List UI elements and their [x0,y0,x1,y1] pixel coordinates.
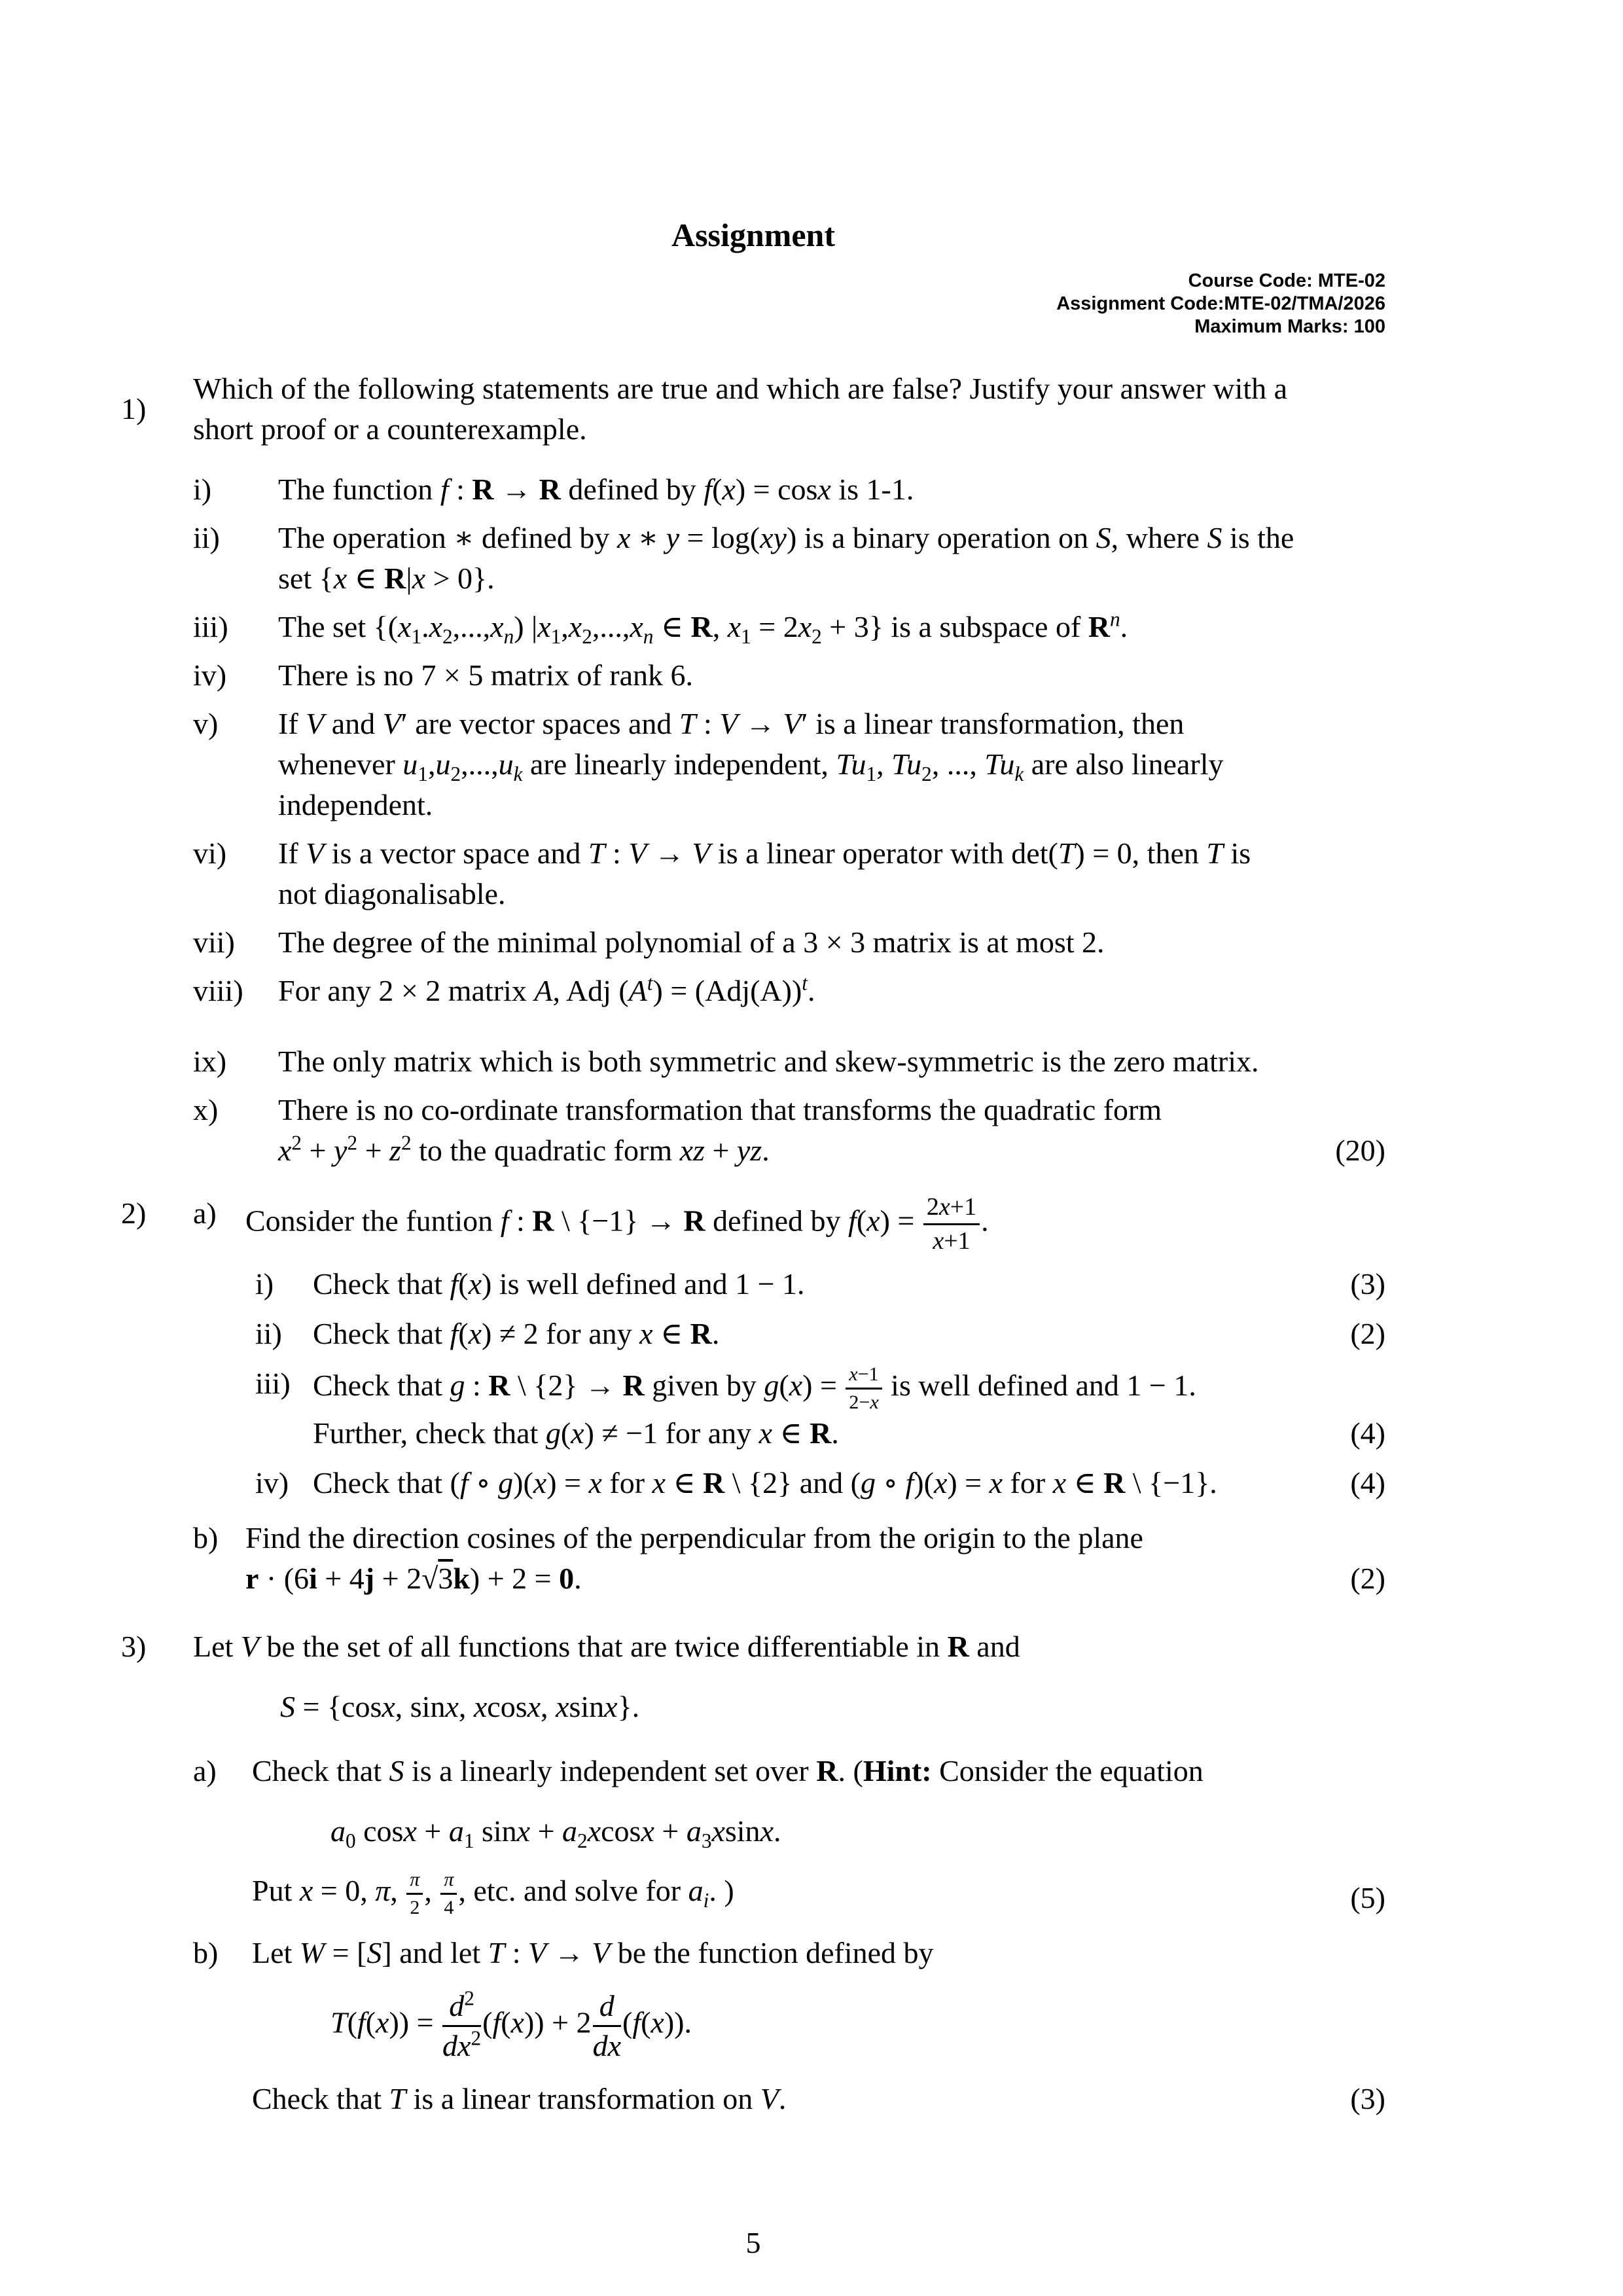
question-2 [121,1193,1385,1599]
q1-item-x-marks: (20) [1335,1134,1385,1167]
q1-item-x-text: There is no co-ordinate transformation that transforms the quadratic form $x^2 + y^2 + z^2$ to the quadratic form xz + yz. (20) [278,1090,1385,1171]
q2a-item-iii-marks: (4) [1350,1416,1385,1450]
question-2-number: 2) [121,1196,147,1230]
q1-items [193,469,1385,1171]
question-1 [121,368,1385,1171]
q1-item-iv-label: iv) [193,658,227,692]
q2a-item-iii-label: iii) [255,1367,291,1401]
q2a-item-ii [255,1314,1385,1354]
maximum-marks: Maximum Marks: 100 [1194,316,1385,337]
q1-item-vi-text: If V is a vector space and T : V → V is a linear operator with det(T) = 0, then T is not diagonalisable. [278,836,1251,910]
q3-part-b-marks: (3) [1350,2081,1385,2115]
course-code: Course Code: MTE-02 [1188,270,1385,291]
q3-part-a-equation: $a_0$ $\cos x + a_1$ $\sin x + a_2xcosx + a_3xsinx$. [330,1814,781,1853]
q1-item-x-label: x) [193,1093,219,1126]
q1-item-x [193,1090,1385,1171]
q3-part-a [193,1751,1385,1918]
q1-item-v [193,704,1385,825]
q2a-item-ii-marks: (2) [1350,1317,1385,1351]
q2-part-b [193,1518,1385,1599]
q1-item-v-label: v) [193,707,219,740]
q1-item-ix [193,1041,1385,1082]
q3-part-b-check-line: Check that T is a linear transformation on V. (3) [252,2079,1385,2119]
q1-item-ii [193,518,1385,599]
q2a-item-iii-text: Check that g : R \ {2} → R given by g(x) = $\frac{x-1}{2-x}$ is well defined and 1 − 1. Further, check that g(x) ≠ −1 for any x ∈ R. (4) [313,1363,1385,1454]
q1-item-v-text: If V and V′ are vector spaces and T : V → V′ is a linear transformation, then whenever $u_1,u_2,...,u_k$ are linearly independent, $Tu_1$, $Tu_2$, ..., $Tu_k$ are also linearly independent. [278,707,1224,821]
q2a-item-i-marks: (3) [1350,1267,1385,1301]
q1-item-i-label: i) [193,473,212,506]
q1-item-iii-label: iii) [193,610,228,643]
q1-item-ix-text: The only matrix which is both symmetric and skew-symmetric is the zero matrix. [278,1045,1259,1078]
q2-part-a-text: Consider the funtion f : R \ {−1} → R defined by f(x) = $\frac{2x+1}{x+1}$ . [245,1193,989,1255]
q2a-item-i-label: i) [255,1267,274,1301]
q2-part-b-marks: (2) [1350,1562,1385,1596]
q1-item-ii-label: ii) [193,521,220,554]
question-3 [121,1626,1385,2119]
q2a-item-iv [255,1463,1385,1503]
q3-part-a-put-line: Put x = 0, π, $\frac{\pi}{2}$ , $\frac{\pi}{4}$ , etc. and solve for $a_i$. ) (5) [252,1869,1385,1918]
q3-intro: Let V be the set of all functions that are twice differentiable in R and [193,1630,1020,1664]
q2a-item-iii [255,1363,1385,1454]
q1-item-iv-text: There is no 7 × 5 matrix of rank 6. [278,658,694,692]
q2-part-b-text: Find the direction cosines of the perpendicular from the origin to the plane r · (6i + 4j + 2√3k) + 2 = 0. (2) [245,1518,1385,1599]
q1-item-ii-text: The operation ∗ defined by x ∗ y = log(xy) is a binary operation on S, where S is the set {x ∈ R|x > 0}. [278,521,1294,595]
q2-part-a [193,1193,1385,1503]
q2a-item-ii-text: Check that f(x) ≠ 2 for any x ∈ R. (2) [313,1314,1385,1354]
q1-item-vii-text: The degree of the minimal polynomial of a 3 × 3 matrix is at most 2. [278,925,1105,959]
q2a-item-i-text: Check that f(x) is well defined and 1 − 1. (3) [313,1264,1385,1304]
q1-item-viii-text: For any 2 × 2 matrix A, Adj $(A^t) = (Adj(A))^t$. [278,971,815,1007]
q1-item-vi-label: vi) [193,836,227,870]
page-number: 5 [745,2226,761,2259]
q2a-item-iv-text: Check that (f ∘ g)(x) = x for x ∈ R \ {2} and (g ∘ f)(x) = x for x ∈ R \ {−1}. (4) [313,1463,1385,1503]
q2-part-b-label: b) [193,1521,219,1555]
assignment-title: Assignment [671,217,836,253]
q1-item-viii-label: viii) [193,974,243,1007]
q3-part-b [193,1933,1385,2119]
question-1-number: 1) [121,392,147,425]
q1-item-i [193,469,1385,510]
q1-item-iv [193,655,1385,696]
q1-item-vii-label: vii) [193,925,235,959]
q1-item-i-text: The function f : R → R defined by f(x) = cosx is 1-1. [278,473,914,506]
q1-intro: Which of the following statements are true and which are false? Justify your answer with a short proof or a counterexample. [193,372,1288,446]
q2-part-a-label: a) [193,1196,217,1230]
q1-item-viii [193,971,1385,1011]
q1-item-iii-text: The set {$(x_1.x_2,...,x_n)$ $|x_1,x_2,...,x_n$ ∈ R, $x_1 = 2x_2 + 3$} is a subspace of $R^n$. [278,607,1128,649]
q2a-item-i [255,1264,1385,1304]
q3-part-a-marks: (5) [1350,1881,1385,1915]
q3-part-b-label: b) [193,1936,219,1970]
page-content [121,217,1385,2119]
q1-item-ix-label: ix) [193,1045,227,1078]
q3-part-b-equation: T(f(x)) = $\frac{d^2}{dx^2}$ (f(x)) + 2 $\frac{d}{dx}$ (f(x)). [330,1987,692,2062]
q3-part-a-label: a) [193,1754,217,1788]
q2a-item-iv-marks: (4) [1350,1466,1385,1500]
q3-part-a-text: Check that S is a linearly independent set over R. (Hint: Consider the equation [252,1754,1204,1788]
q2a-item-iv-label: iv) [255,1466,289,1500]
q1-item-vii [193,922,1385,963]
q3-part-b-text: Let W = [S] and let T : V → V be the function defined by [252,1936,934,1970]
q2a-item-ii-label: ii) [255,1317,282,1351]
q3-set-equation: S = {cosx, sinx, xcosx, xsinx}. [280,1690,640,1724]
question-3-number: 3) [121,1630,147,1664]
q1-item-vi [193,833,1385,914]
header-codes [121,270,1385,338]
assignment-code: Assignment Code:MTE-02/TMA/2026 [1056,293,1385,314]
q1-item-iii [193,607,1385,647]
